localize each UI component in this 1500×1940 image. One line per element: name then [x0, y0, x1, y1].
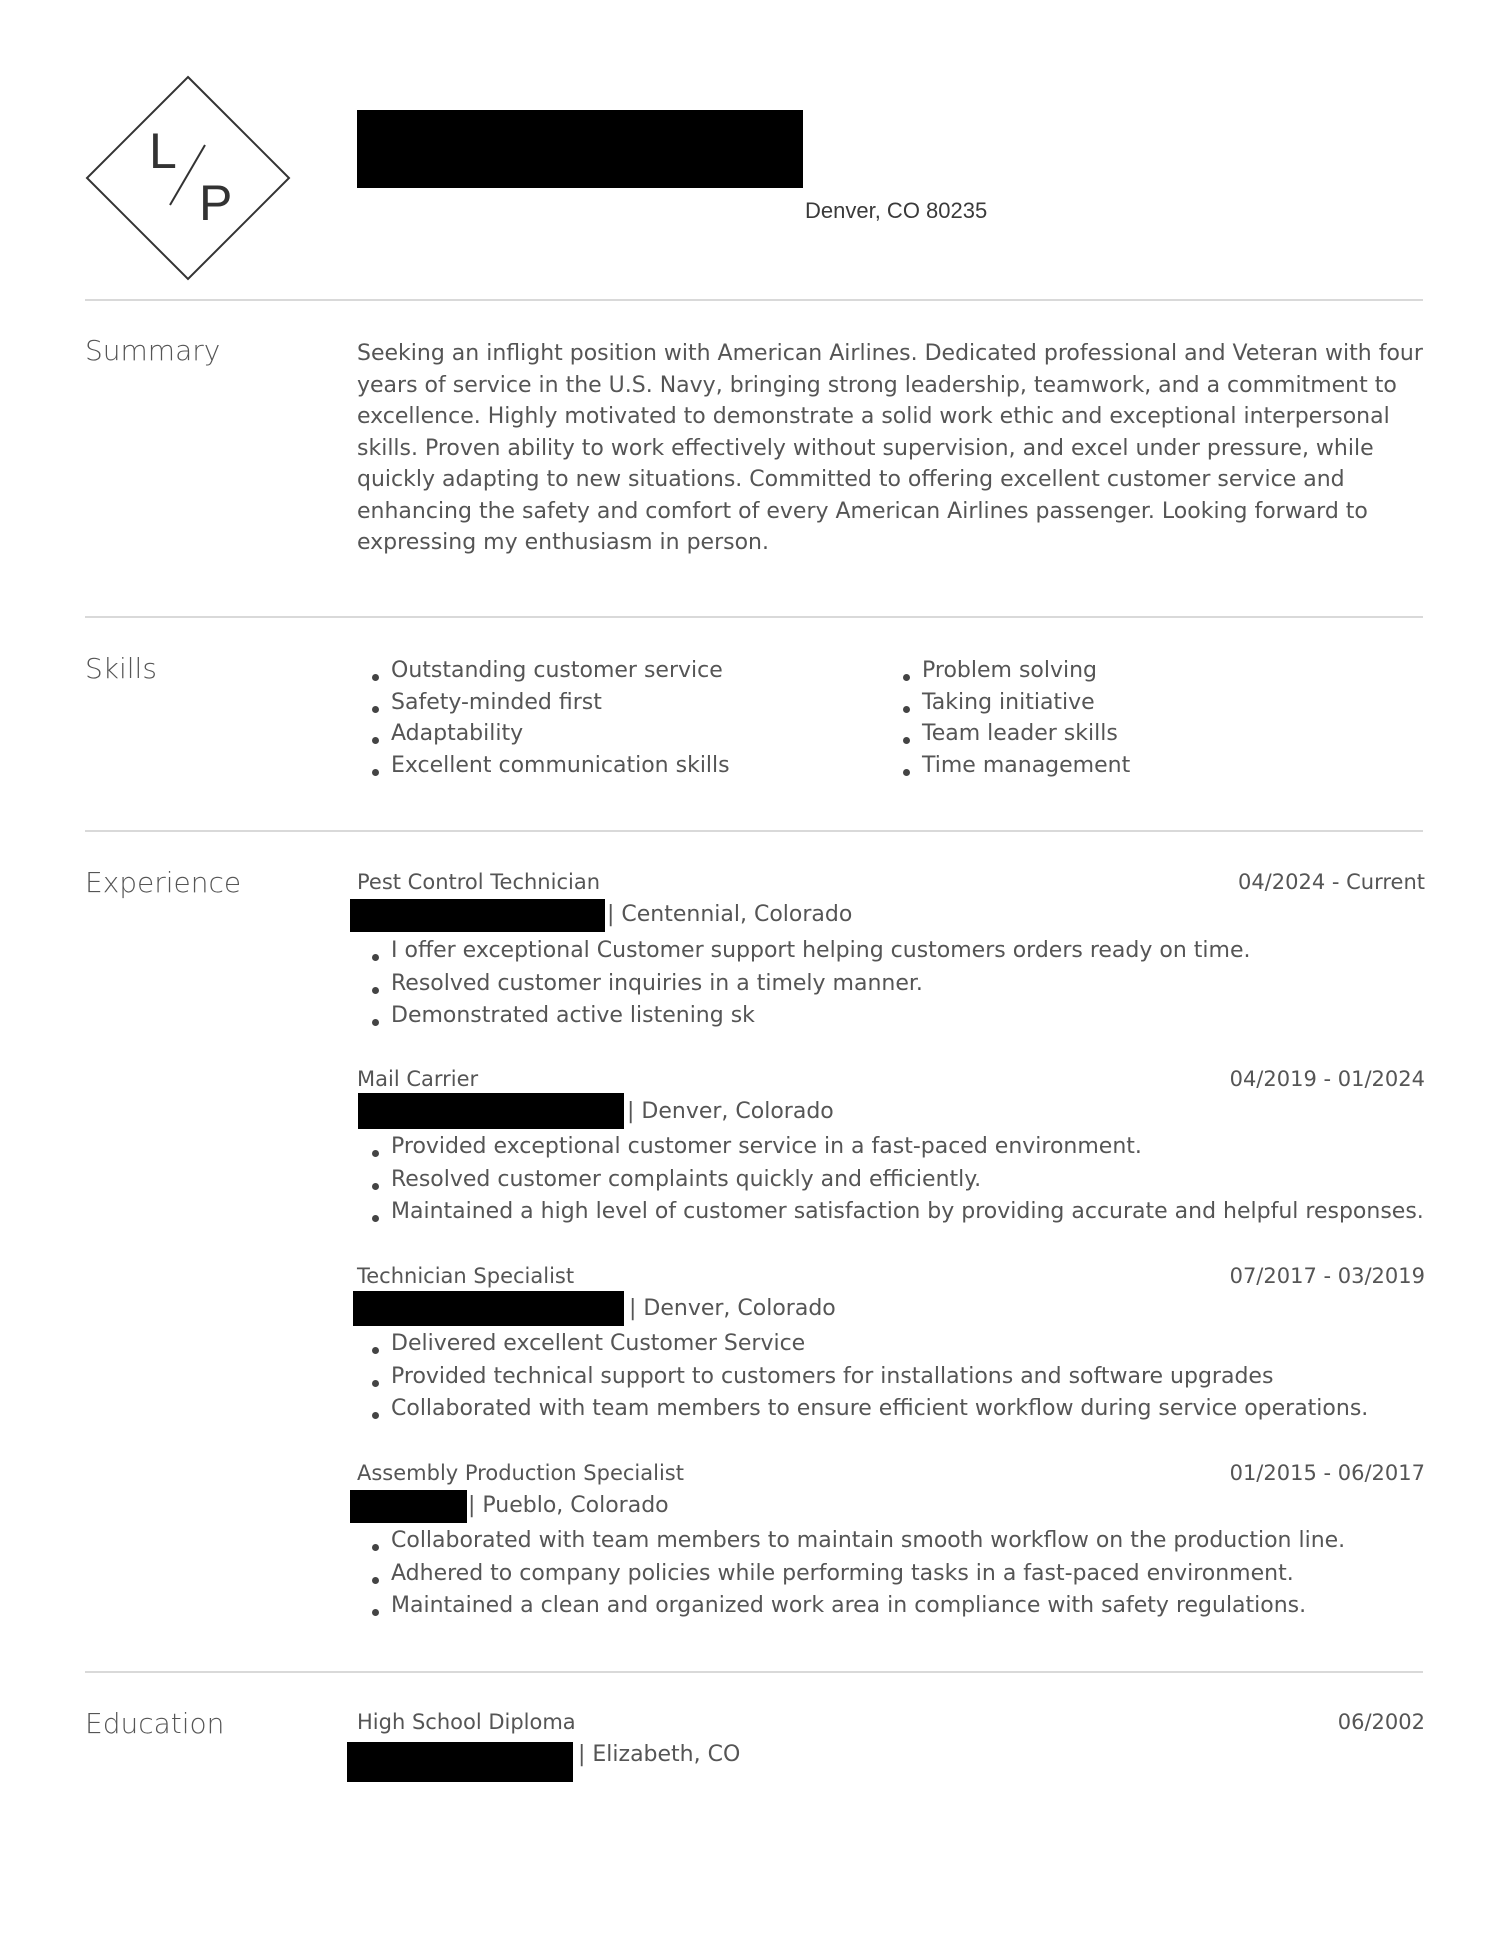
- redacted-employer: [350, 899, 605, 932]
- school-location: | Elizabeth, CO: [578, 1742, 741, 1767]
- skill-item: Taking initiative: [888, 687, 1130, 719]
- bullet-item: I offer exceptional Customer support helping customers orders ready on time.: [357, 935, 1250, 968]
- redacted-employer: [358, 1093, 624, 1129]
- bullet-item: Maintained a clean and organized work area in compliance with safety regulations.: [357, 1590, 1345, 1623]
- job-dates: 07/2017 - 03/2019: [1229, 1264, 1425, 1288]
- summary-text: Seeking an inflight position with American Airlines. Dedicated professional and Veteran with four years of service in the U.S. Navy, bringing strong leadership, teamwork, and a commitment to excellence. Highly motivated to demonstrate a solid work ethic and exceptional interpersonal skills. Proven ability to work effectively without supervision, and excel under pressure, while quickly adapting to new situations. Committed to offering excellent customer service and enhancing the safety and comfort of every American Airlines passenger. Looking forward to expressing my enthusiasm in person.: [357, 341, 1423, 555]
- job-title: Assembly Production Specialist: [357, 1461, 684, 1485]
- skill-item: Excellent communication skills: [357, 750, 730, 782]
- job-dates: 01/2015 - 06/2017: [1229, 1461, 1425, 1485]
- job-bullets: [357, 1328, 1368, 1426]
- section-title-education: Education: [85, 1707, 225, 1740]
- bullet-item: Resolved customer complaints quickly and efficiently.: [357, 1164, 1424, 1197]
- section-title-summary: Summary: [85, 334, 221, 367]
- job-location: | Denver, Colorado: [629, 1296, 836, 1321]
- job-location: | Pueblo, Colorado: [468, 1493, 669, 1518]
- monogram-first-initial: L: [149, 123, 177, 179]
- bullet-item: Provided exceptional customer service in a fast-paced environment.: [357, 1131, 1424, 1164]
- bullet-item: Demonstrated active listening sk: [357, 1000, 1250, 1033]
- job-dates: 04/2019 - 01/2024: [1229, 1067, 1425, 1091]
- job-title: Mail Carrier: [357, 1067, 479, 1091]
- divider: [85, 830, 1423, 832]
- job-bullets: [357, 1525, 1345, 1623]
- skills-list-left: [357, 655, 730, 781]
- redacted-name: [357, 110, 803, 188]
- job-location: | Centennial, Colorado: [607, 902, 853, 927]
- job-location: | Denver, Colorado: [627, 1099, 834, 1124]
- divider: [85, 616, 1423, 618]
- redacted-employer: [350, 1490, 467, 1523]
- bullet-item: Delivered excellent Customer Service: [357, 1328, 1368, 1361]
- monogram-logo: [85, 75, 291, 281]
- skills-list-right: [888, 655, 1130, 781]
- job-title: Pest Control Technician: [357, 870, 601, 894]
- redacted-employer: [353, 1291, 624, 1326]
- divider: [85, 1671, 1423, 1673]
- bullet-item: Provided technical support to customers for installations and software upgrades: [357, 1361, 1368, 1394]
- section-title-skills: Skills: [85, 652, 157, 685]
- job-bullets: [357, 935, 1250, 1033]
- skill-item: Outstanding customer service: [357, 655, 730, 687]
- job-title: Technician Specialist: [357, 1264, 575, 1288]
- bullet-item: Collaborated with team members to maintain smooth workflow on the production line.: [357, 1525, 1345, 1558]
- skill-item: Adaptability: [357, 718, 730, 750]
- skill-item: Safety-minded first: [357, 687, 730, 719]
- bullet-item: Collaborated with team members to ensure efficient workflow during service operations.: [357, 1393, 1368, 1426]
- graduation-date: 06/2002: [1337, 1710, 1425, 1734]
- job-bullets: [357, 1131, 1424, 1229]
- header-location: Denver, CO 80235: [805, 198, 988, 223]
- bullet-item: Adhered to company policies while performing tasks in a fast-paced environment.: [357, 1558, 1345, 1591]
- redacted-school: [347, 1742, 573, 1782]
- section-title-experience: Experience: [85, 866, 242, 899]
- job-dates: 04/2024 - Current: [1237, 870, 1425, 894]
- skill-item: Time management: [888, 750, 1130, 782]
- skill-item: Team leader skills: [888, 718, 1130, 750]
- divider: [85, 299, 1423, 301]
- skill-item: Problem solving: [888, 655, 1130, 687]
- monogram-last-initial: P: [199, 175, 233, 231]
- degree: High School Diploma: [357, 1710, 576, 1734]
- bullet-item: Resolved customer inquiries in a timely manner.: [357, 968, 1250, 1001]
- bullet-item: Maintained a high level of customer satisfaction by providing accurate and helpful responses.: [357, 1196, 1424, 1229]
